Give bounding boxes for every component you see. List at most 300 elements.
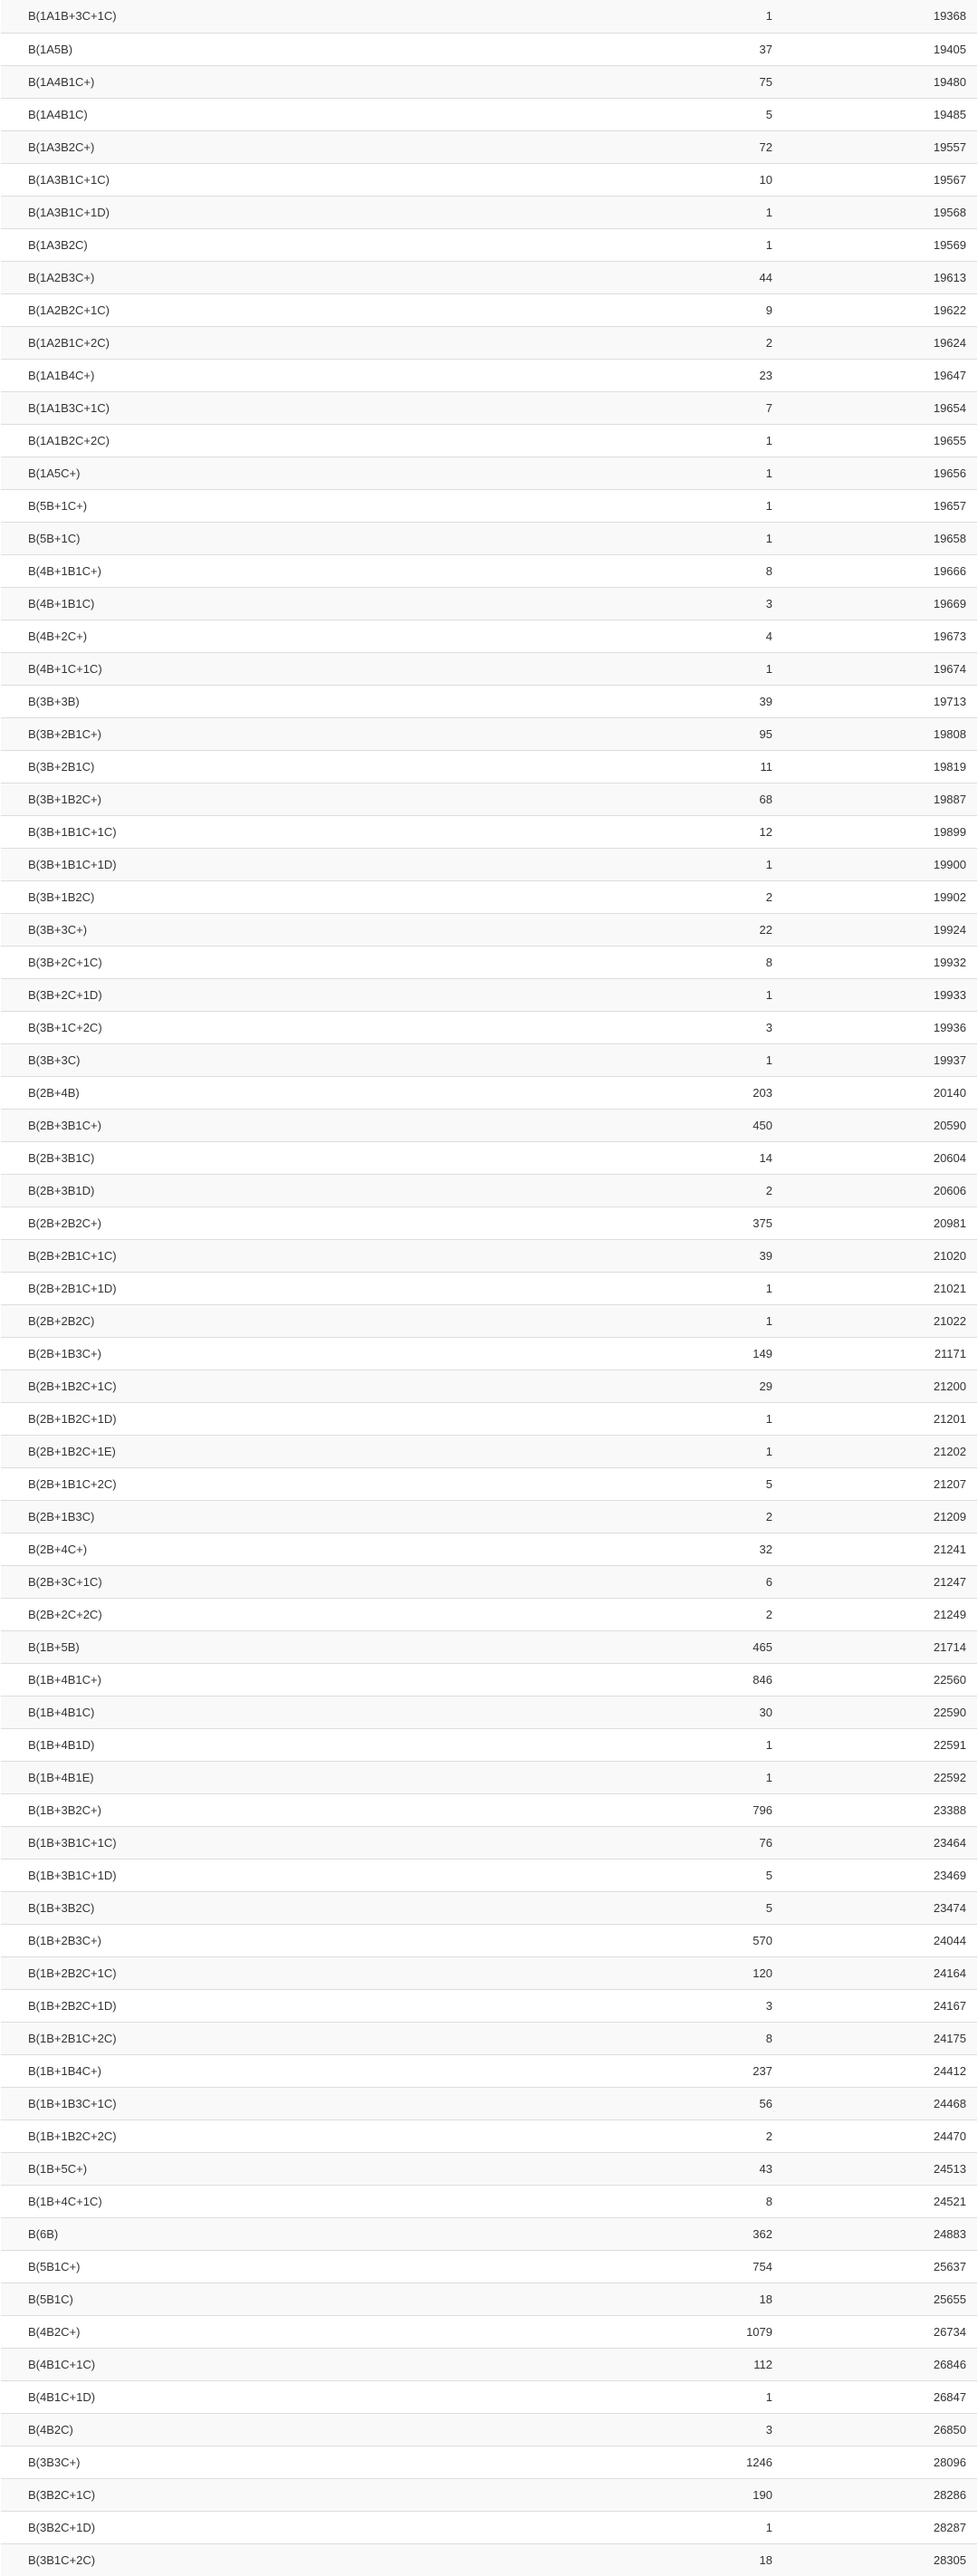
row-cumulative-cell: 19624 [933, 335, 966, 350]
table-row [1, 2478, 977, 2511]
row-count-cell: 2 [765, 1607, 772, 1621]
row-label-cell: B(3B+1C+2C) [28, 1020, 102, 1034]
row-count-cell: 203 [753, 1085, 772, 1100]
row-count-cell: 9 [765, 303, 772, 317]
row-count-cell: 1 [765, 987, 772, 1002]
table-row [1, 163, 977, 196]
row-cumulative-cell: 24412 [933, 2063, 966, 2078]
row-label-cell: B(3B+2C+1D) [28, 987, 102, 1002]
table-row [1, 1402, 977, 1435]
table-row [1, 1989, 977, 2022]
row-count-cell: 465 [753, 1639, 772, 1654]
table-row [1, 391, 977, 424]
row-label-cell: B(5B+1C) [28, 531, 81, 545]
row-label-cell: B(4B+1B1C) [28, 596, 95, 610]
table-row [1, 1206, 977, 1239]
table-row [1, 913, 977, 946]
row-count-cell: 1 [765, 433, 772, 447]
table-row [1, 1304, 977, 1337]
row-cumulative-cell: 26850 [933, 2422, 966, 2437]
row-count-cell: 8 [765, 955, 772, 969]
table-row [1, 1076, 977, 1109]
data-table-container [1, 0, 977, 2576]
row-count-cell: 1 [765, 498, 772, 513]
table-row [1, 2022, 977, 2054]
row-cumulative-cell: 19613 [933, 270, 966, 284]
row-count-cell: 190 [753, 2487, 772, 2502]
row-cumulative-cell: 20606 [933, 1183, 966, 1197]
row-cumulative-cell: 19673 [933, 629, 966, 643]
row-label-cell: B(1A1B4C+) [28, 368, 95, 382]
row-cumulative-cell: 24164 [933, 1966, 966, 1980]
row-cumulative-cell: 24044 [933, 1933, 966, 1947]
row-label-cell: B(1B+1B4C+) [28, 2063, 101, 2078]
row-label-cell: B(3B+1B2C) [28, 889, 95, 904]
table-row [1, 1239, 977, 1272]
row-count-cell: 5 [765, 107, 772, 121]
row-cumulative-cell: 20981 [933, 1216, 966, 1230]
table-row [1, 783, 977, 815]
row-label-cell: B(3B+2B1C) [28, 759, 95, 774]
row-count-cell: 1 [765, 9, 772, 24]
row-count-cell: 2 [765, 2129, 772, 2143]
row-label-cell: B(1B+2B2C+1C) [28, 1966, 117, 1980]
row-count-cell: 1 [765, 1313, 772, 1328]
row-count-cell: 44 [759, 270, 772, 284]
row-label-cell: B(4B1C+1C) [28, 2357, 96, 2371]
row-label-cell: B(1B+4B1E) [28, 1770, 94, 1784]
row-cumulative-cell: 19622 [933, 303, 966, 317]
row-count-cell: 10 [759, 172, 772, 187]
table-row [1, 554, 977, 587]
row-count-cell: 237 [753, 2063, 772, 2078]
table-row [1, 1500, 977, 1533]
row-label-cell: B(2B+4C+) [28, 1542, 88, 1556]
row-label-cell: B(3B+3C+) [28, 922, 88, 937]
table-row [1, 815, 977, 848]
row-count-cell: 1 [765, 237, 772, 252]
table-row [1, 1924, 977, 1956]
table-row [1, 1174, 977, 1206]
row-count-cell: 362 [753, 2226, 772, 2241]
row-label-cell: B(1B+4B1D) [28, 1737, 95, 1752]
row-label-cell: B(2B+1B1C+2C) [28, 1476, 117, 1491]
row-cumulative-cell: 21020 [933, 1248, 966, 1263]
row-cumulative-cell: 21200 [933, 1379, 966, 1393]
row-cumulative-cell: 22591 [933, 1737, 966, 1752]
row-count-cell: 75 [759, 74, 772, 89]
row-cumulative-cell: 19713 [933, 694, 966, 708]
row-count-cell: 1 [765, 531, 772, 545]
table-row [1, 65, 977, 98]
row-count-cell: 1 [765, 2389, 772, 2404]
row-cumulative-cell: 19557 [933, 139, 966, 154]
row-cumulative-cell: 25655 [933, 2292, 966, 2306]
table-row [1, 228, 977, 261]
table-row [1, 880, 977, 913]
row-label-cell: B(3B1C+2C) [28, 2552, 96, 2567]
table-row [1, 424, 977, 457]
table-row [1, 587, 977, 620]
table-row [1, 293, 977, 326]
row-count-cell: 3 [765, 2422, 772, 2437]
table-row [1, 1533, 977, 1565]
row-count-cell: 6 [765, 1574, 772, 1589]
row-count-cell: 3 [765, 1020, 772, 1034]
row-label-cell: B(3B+1B2C+) [28, 792, 101, 806]
row-cumulative-cell: 19666 [933, 563, 966, 578]
row-cumulative-cell: 23474 [933, 1900, 966, 1915]
row-cumulative-cell: 20590 [933, 1118, 966, 1132]
row-label-cell: B(5B+1C+) [28, 498, 88, 513]
row-count-cell: 112 [753, 2357, 772, 2371]
table-row [1, 2283, 977, 2315]
row-label-cell: B(1A5B) [28, 42, 73, 56]
row-cumulative-cell: 21171 [934, 1346, 966, 1360]
row-cumulative-cell: 26734 [933, 2324, 966, 2339]
table-row [1, 1826, 977, 1859]
table-row [1, 2511, 977, 2543]
table-row [1, 946, 977, 978]
row-label-cell: B(2B+2B1C+1D) [28, 1281, 117, 1295]
row-count-cell: 95 [759, 726, 772, 741]
row-count-cell: 37 [759, 42, 772, 56]
row-count-cell: 1 [765, 1444, 772, 1458]
row-count-cell: 32 [759, 1542, 772, 1556]
table-row [1, 652, 977, 685]
table-row [1, 2217, 977, 2250]
table-row [1, 1663, 977, 1696]
row-label-cell: B(3B2C+1D) [28, 2520, 96, 2534]
table-row [1, 2413, 977, 2446]
row-label-cell: B(3B+1B1C+1D) [28, 857, 117, 871]
table-row [1, 1272, 977, 1304]
row-label-cell: B(1A3B1C+1C) [28, 172, 110, 187]
row-cumulative-cell: 19568 [933, 205, 966, 219]
row-cumulative-cell: 22560 [933, 1672, 966, 1687]
row-count-cell: 18 [759, 2292, 772, 2306]
row-count-cell: 8 [765, 2194, 772, 2208]
row-count-cell: 1246 [746, 2455, 772, 2469]
table-row [1, 1728, 977, 1761]
row-label-cell: B(1B+3B2C+) [28, 1802, 101, 1817]
table-row [1, 326, 977, 359]
row-label-cell: B(3B+1B1C+1C) [28, 824, 117, 839]
row-label-cell: B(1B+4B1C+) [28, 1672, 101, 1687]
table-row [1, 2087, 977, 2119]
row-cumulative-cell: 20140 [933, 1085, 966, 1100]
row-count-cell: 7 [765, 400, 772, 415]
row-count-cell: 2 [765, 335, 772, 350]
table-row [1, 130, 977, 163]
row-label-cell: B(1A1B+3C+1C) [28, 9, 117, 24]
row-count-cell: 8 [765, 563, 772, 578]
row-count-cell: 39 [759, 1248, 772, 1263]
row-label-cell: B(4B+1B1C+) [28, 563, 101, 578]
row-label-cell: B(2B+3B1D) [28, 1183, 95, 1197]
row-count-cell: 1 [765, 1770, 772, 1784]
row-cumulative-cell: 19567 [933, 172, 966, 187]
table-row [1, 848, 977, 880]
row-label-cell: B(5B1C) [28, 2292, 73, 2306]
row-count-cell: 1 [765, 1411, 772, 1426]
table-row [1, 750, 977, 783]
row-cumulative-cell: 19808 [933, 726, 966, 741]
row-label-cell: B(1B+1B3C+1C) [28, 2096, 117, 2110]
table-row [1, 1891, 977, 1924]
row-label-cell: B(2B+1B3C+) [28, 1346, 101, 1360]
row-label-cell: B(3B+3C) [28, 1053, 81, 1067]
row-cumulative-cell: 21209 [933, 1509, 966, 1523]
table-row [1, 1761, 977, 1793]
table-row [1, 1337, 977, 1370]
row-cumulative-cell: 21201 [933, 1411, 966, 1426]
row-cumulative-cell: 21241 [933, 1542, 966, 1556]
row-count-cell: 29 [759, 1379, 772, 1393]
row-cumulative-cell: 19899 [933, 824, 966, 839]
row-count-cell: 1 [765, 466, 772, 480]
row-cumulative-cell: 23388 [933, 1802, 966, 1817]
row-cumulative-cell: 21207 [933, 1476, 966, 1491]
row-cumulative-cell: 19658 [933, 531, 966, 545]
row-label-cell: B(3B+2C+1C) [28, 955, 102, 969]
row-cumulative-cell: 19902 [933, 889, 966, 904]
row-cumulative-cell: 19368 [933, 9, 966, 24]
row-label-cell: B(1B+4B1C) [28, 1705, 95, 1719]
row-cumulative-cell: 24175 [933, 2031, 966, 2045]
table-row [1, 0, 977, 33]
row-label-cell: B(3B2C+1C) [28, 2487, 96, 2502]
row-cumulative-cell: 21202 [933, 1444, 966, 1458]
table-row [1, 620, 977, 652]
table-row [1, 685, 977, 717]
row-label-cell: B(1B+5B) [28, 1639, 80, 1654]
row-count-cell: 30 [759, 1705, 772, 1719]
table-body [1, 0, 977, 2576]
row-count-cell: 23 [759, 368, 772, 382]
row-count-cell: 14 [759, 1150, 772, 1165]
row-count-cell: 1 [765, 857, 772, 871]
row-cumulative-cell: 24521 [933, 2194, 966, 2208]
row-label-cell: B(1A3B1C+1D) [28, 205, 110, 219]
row-label-cell: B(1A2B2C+1C) [28, 303, 110, 317]
row-count-cell: 5 [765, 1868, 772, 1882]
row-count-cell: 5 [765, 1476, 772, 1491]
row-cumulative-cell: 21249 [933, 1607, 966, 1621]
row-label-cell: B(1A1B3C+1C) [28, 400, 110, 415]
table-row [1, 2054, 977, 2087]
table-row [1, 1109, 977, 1141]
row-count-cell: 11 [760, 759, 772, 774]
row-count-cell: 1 [765, 1737, 772, 1752]
row-count-cell: 1 [765, 661, 772, 676]
row-label-cell: B(3B3C+) [28, 2455, 81, 2469]
table-row [1, 2543, 977, 2576]
row-cumulative-cell: 24513 [933, 2161, 966, 2176]
table-row [1, 1043, 977, 1076]
row-label-cell: B(1B+2B2C+1D) [28, 1998, 117, 2013]
row-count-cell: 450 [753, 1118, 772, 1132]
table-row [1, 2446, 977, 2478]
table-row [1, 1696, 977, 1728]
row-label-cell: B(4B+1C+1C) [28, 661, 102, 676]
row-cumulative-cell: 20604 [933, 1150, 966, 1165]
row-label-cell: B(2B+3C+1C) [28, 1574, 102, 1589]
table-row [1, 1565, 977, 1598]
row-label-cell: B(4B2C+) [28, 2324, 81, 2339]
row-cumulative-cell: 19933 [933, 987, 966, 1002]
table-row [1, 457, 977, 489]
row-count-cell: 3 [765, 596, 772, 610]
row-cumulative-cell: 24883 [933, 2226, 966, 2241]
table-row [1, 1859, 977, 1891]
row-cumulative-cell: 24468 [933, 2096, 966, 2110]
row-label-cell: B(4B+2C+) [28, 629, 88, 643]
row-label-cell: B(2B+1B2C+1E) [28, 1444, 116, 1458]
table-row [1, 1467, 977, 1500]
row-label-cell: B(2B+1B3C) [28, 1509, 95, 1523]
row-cumulative-cell: 26847 [933, 2389, 966, 2404]
row-label-cell: B(1A4B1C+) [28, 74, 95, 89]
table-row [1, 2315, 977, 2348]
row-cumulative-cell: 19656 [933, 466, 966, 480]
row-label-cell: B(2B+2B2C) [28, 1313, 95, 1328]
row-label-cell: B(1B+5C+) [28, 2161, 88, 2176]
row-count-cell: 22 [759, 922, 772, 937]
row-count-cell: 1 [765, 1053, 772, 1067]
row-count-cell: 1079 [746, 2324, 772, 2339]
row-count-cell: 2 [765, 1183, 772, 1197]
row-label-cell: B(2B+2B2C+) [28, 1216, 101, 1230]
row-cumulative-cell: 19657 [933, 498, 966, 513]
row-count-cell: 796 [753, 1802, 772, 1817]
row-cumulative-cell: 24470 [933, 2129, 966, 2143]
table-row [1, 1141, 977, 1174]
row-count-cell: 56 [759, 2096, 772, 2110]
row-cumulative-cell: 22592 [933, 1770, 966, 1784]
row-cumulative-cell: 28305 [933, 2552, 966, 2567]
row-label-cell: B(5B1C+) [28, 2259, 81, 2273]
row-count-cell: 120 [753, 1966, 772, 1980]
row-label-cell: B(1A3B2C+) [28, 139, 95, 154]
row-label-cell: B(2B+4B) [28, 1085, 80, 1100]
row-label-cell: B(1B+3B1C+1D) [28, 1868, 117, 1882]
row-label-cell: B(4B2C) [28, 2422, 73, 2437]
row-cumulative-cell: 19936 [933, 1020, 966, 1034]
row-count-cell: 570 [753, 1933, 772, 1947]
row-label-cell: B(1A2B1C+2C) [28, 335, 110, 350]
row-label-cell: B(3B+3B) [28, 694, 80, 708]
row-count-cell: 18 [759, 2552, 772, 2567]
data-table [1, 0, 977, 2576]
row-label-cell: B(1B+3B2C) [28, 1900, 95, 1915]
row-cumulative-cell: 25637 [933, 2259, 966, 2273]
row-label-cell: B(1A3B2C) [28, 237, 88, 252]
row-cumulative-cell: 22590 [933, 1705, 966, 1719]
row-cumulative-cell: 21714 [933, 1639, 966, 1654]
table-row [1, 717, 977, 750]
row-label-cell: B(1A5C+) [28, 466, 81, 480]
row-cumulative-cell: 19669 [933, 596, 966, 610]
table-row [1, 1435, 977, 1467]
table-row [1, 522, 977, 554]
table-row [1, 1598, 977, 1630]
row-cumulative-cell: 19924 [933, 922, 966, 937]
table-row [1, 1630, 977, 1663]
row-cumulative-cell: 19932 [933, 955, 966, 969]
row-cumulative-cell: 19937 [933, 1053, 966, 1067]
table-row [1, 1370, 977, 1402]
row-label-cell: B(6B) [28, 2226, 59, 2241]
row-cumulative-cell: 23469 [933, 1868, 966, 1882]
row-cumulative-cell: 19819 [933, 759, 966, 774]
row-label-cell: B(4B1C+1D) [28, 2389, 96, 2404]
row-cumulative-cell: 23464 [933, 1835, 966, 1850]
row-label-cell: B(1B+2B3C+) [28, 1933, 101, 1947]
table-row [1, 2119, 977, 2152]
row-count-cell: 76 [759, 1835, 772, 1850]
row-count-cell: 149 [753, 1346, 772, 1360]
table-row [1, 98, 977, 130]
row-cumulative-cell: 19900 [933, 857, 966, 871]
row-cumulative-cell: 19480 [933, 74, 966, 89]
row-count-cell: 4 [765, 629, 772, 643]
table-row [1, 196, 977, 228]
row-label-cell: B(1A4B1C) [28, 107, 88, 121]
row-label-cell: B(2B+2B1C+1C) [28, 1248, 117, 1263]
row-label-cell: B(2B+1B2C+1C) [28, 1379, 117, 1393]
row-cumulative-cell: 19654 [933, 400, 966, 415]
row-count-cell: 1 [765, 1281, 772, 1295]
row-count-cell: 8 [765, 2031, 772, 2045]
row-label-cell: B(1B+2B1C+2C) [28, 2031, 117, 2045]
row-cumulative-cell: 19485 [933, 107, 966, 121]
table-row [1, 2185, 977, 2217]
row-count-cell: 68 [759, 792, 772, 806]
row-cumulative-cell: 21247 [933, 1574, 966, 1589]
row-count-cell: 72 [759, 139, 772, 154]
table-row [1, 261, 977, 293]
table-row [1, 33, 977, 65]
row-cumulative-cell: 28287 [933, 2520, 966, 2534]
row-cumulative-cell: 19655 [933, 433, 966, 447]
row-label-cell: B(1A1B2C+2C) [28, 433, 110, 447]
table-row [1, 2152, 977, 2185]
row-count-cell: 12 [759, 824, 772, 839]
row-cumulative-cell: 21022 [933, 1313, 966, 1328]
row-label-cell: B(2B+1B2C+1D) [28, 1411, 117, 1426]
row-count-cell: 5 [765, 1900, 772, 1915]
row-label-cell: B(1B+4C+1C) [28, 2194, 102, 2208]
table-row [1, 1956, 977, 1989]
row-count-cell: 754 [753, 2259, 772, 2273]
table-row [1, 359, 977, 391]
row-cumulative-cell: 19569 [933, 237, 966, 252]
row-count-cell: 2 [765, 889, 772, 904]
row-count-cell: 846 [753, 1672, 772, 1687]
row-label-cell: B(2B+3B1C+) [28, 1118, 101, 1132]
table-row [1, 2348, 977, 2380]
row-label-cell: B(1A2B3C+) [28, 270, 95, 284]
row-cumulative-cell: 28286 [933, 2487, 966, 2502]
row-label-cell: B(1B+3B1C+1C) [28, 1835, 117, 1850]
row-count-cell: 1 [765, 205, 772, 219]
row-cumulative-cell: 28096 [933, 2455, 966, 2469]
table-row [1, 978, 977, 1011]
row-count-cell: 39 [759, 694, 772, 708]
row-label-cell: B(3B+2B1C+) [28, 726, 101, 741]
row-cumulative-cell: 19887 [933, 792, 966, 806]
